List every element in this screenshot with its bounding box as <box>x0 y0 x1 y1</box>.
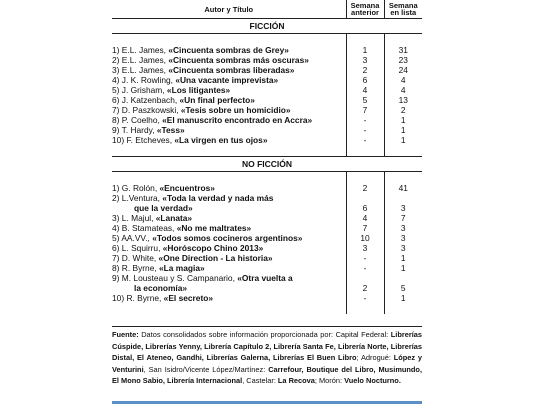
previous-week-rank: 2 <box>346 183 384 193</box>
rank-number: 6) <box>112 95 120 105</box>
table-row <box>112 55 422 65</box>
gap-cell <box>384 172 422 184</box>
rank-number: 4) <box>112 223 120 233</box>
book-entry <box>112 105 346 115</box>
previous-week-rank: 6 <box>346 75 384 85</box>
author-name: J. Grisham, <box>121 85 167 95</box>
author-name: L. Squirru, <box>121 243 163 253</box>
book-entry <box>112 75 346 85</box>
book-title: «Otra vuelta a <box>237 273 293 283</box>
rank-number: 5) <box>112 233 120 243</box>
book-entry <box>112 135 346 145</box>
author-name: P. Coelho, <box>121 115 163 125</box>
bottom-accent-rule <box>112 401 422 404</box>
book-entry <box>112 125 346 135</box>
gap-cell <box>112 34 346 46</box>
weeks-on-list: 13 <box>384 95 422 105</box>
author-name: E.L. James, <box>121 45 169 55</box>
source-footnote <box>112 326 422 387</box>
table-row <box>112 253 422 263</box>
author-name: G. Rolón, <box>121 183 160 193</box>
header-weeks-on-list: Semana en lista <box>384 0 422 19</box>
book-title: «Los litigantes» <box>166 85 231 95</box>
footnote-adrogue-stores: López y Venturini <box>112 353 422 374</box>
rank-number: 5) <box>112 85 120 95</box>
rank-number: 9) <box>112 273 120 283</box>
gap-cell <box>112 172 346 184</box>
previous-week-rank: - <box>346 125 384 135</box>
table-row <box>112 45 422 55</box>
book-title: «El manuscrito encontrado en Accra» <box>162 115 313 125</box>
book-entry <box>112 193 346 213</box>
weeks-on-list: 3 <box>384 223 422 233</box>
table-row <box>112 115 422 125</box>
gap-cell <box>384 34 422 46</box>
previous-week-rank: - <box>346 135 384 145</box>
rank-number: 10) <box>112 135 125 145</box>
author-name: F. Etcheves, <box>126 135 175 145</box>
author-name: AA.VV., <box>121 233 153 243</box>
book-entry <box>112 65 346 75</box>
weeks-on-list: 23 <box>384 55 422 65</box>
footnote-text-1: Datos consolidados sobre información proporcionada por: Capital Federal: <box>138 330 391 339</box>
weeks-on-list: 1 <box>384 263 422 273</box>
author-name: M. Lousteau y S. Campanario, <box>121 273 238 283</box>
book-title: «Cincuenta sombras de Grey» <box>168 45 289 55</box>
rank-number: 1) <box>112 45 120 55</box>
footnote-text-3: , San Isidro/Vicente López/Martínez: <box>143 364 269 374</box>
previous-week-rank: 2 <box>346 65 384 75</box>
weeks-on-list: 2 <box>384 105 422 115</box>
header-previous-week: Semana anterior <box>346 0 384 19</box>
book-entry <box>112 55 346 65</box>
weeks-on-list: 31 <box>384 45 422 55</box>
table-row <box>112 263 422 273</box>
book-title: «Toda la verdad y nada más <box>162 193 274 203</box>
author-name: L. Majul, <box>121 213 156 223</box>
section-gap-row <box>112 303 422 314</box>
book-title: «Cincuenta sombras más oscuras» <box>168 55 309 65</box>
section-gap-row <box>112 145 422 157</box>
table-row <box>112 75 422 85</box>
previous-week-rank: 7 <box>346 105 384 115</box>
rank-number: 4) <box>112 75 120 85</box>
gap-cell <box>112 303 346 314</box>
table-body <box>112 19 422 315</box>
book-entry <box>112 95 346 105</box>
section-title: FICCIÓN <box>112 19 422 34</box>
rank-number: 8) <box>112 263 120 273</box>
book-entry <box>112 293 346 303</box>
bestseller-table <box>112 0 422 314</box>
table-row <box>112 105 422 115</box>
author-name: D. White, <box>121 253 159 263</box>
previous-week-rank: 2 <box>346 273 384 293</box>
rank-number: 3) <box>112 65 120 75</box>
rank-number: 2) <box>112 193 120 203</box>
author-name: J. Katzenbach, <box>121 95 180 105</box>
book-entry <box>112 115 346 125</box>
previous-week-rank: - <box>346 263 384 273</box>
gap-cell <box>346 303 384 314</box>
table-row <box>112 85 422 95</box>
author-name: R. Byrne, <box>121 263 160 273</box>
weeks-on-list: 1 <box>384 115 422 125</box>
rank-number: 8) <box>112 115 120 125</box>
table-row <box>112 273 422 293</box>
footnote-north-stores: Carrefour, Boutique del Libro, Musimundo, El Mono Sabio, Librería Internacional <box>112 364 422 386</box>
rank-number: 7) <box>112 253 120 263</box>
gap-cell <box>384 145 422 157</box>
rank-number: 1) <box>112 183 120 193</box>
book-entry <box>112 85 346 95</box>
footnote-moron-stores: Vuelo Nocturno. <box>344 376 401 386</box>
footnote-castelar-stores: La Recova <box>277 376 315 386</box>
previous-week-rank: - <box>346 293 384 303</box>
footnote-text-2: ; Adrogué: <box>356 353 394 363</box>
previous-week-rank: 10 <box>346 233 384 243</box>
previous-week-rank: 3 <box>346 243 384 253</box>
gap-cell <box>346 145 384 157</box>
previous-week-rank: 4 <box>346 85 384 95</box>
weeks-on-list: 7 <box>384 213 422 223</box>
weeks-on-list: 1 <box>384 125 422 135</box>
table-row <box>112 213 422 223</box>
book-entry <box>112 45 346 55</box>
book-title: «One Direction - La historia» <box>158 253 273 263</box>
book-title: «La magia» <box>159 263 205 273</box>
rank-number: 7) <box>112 105 120 115</box>
weeks-on-list: 5 <box>384 273 422 293</box>
author-name: B. Stamateas, <box>121 223 177 233</box>
book-entry <box>112 213 346 223</box>
footnote-text-4: , Castelar: <box>242 376 278 386</box>
weeks-on-list: 3 <box>384 233 422 243</box>
book-title: «El secreto» <box>163 293 214 303</box>
gap-cell <box>346 34 384 46</box>
section-title: NO FICCIÓN <box>112 157 422 172</box>
table-row <box>112 293 422 303</box>
author-name: L.Ventura, <box>121 193 163 203</box>
book-entry <box>112 263 346 273</box>
book-entry <box>112 183 346 193</box>
footnote-capital-stores: Librerías Cúspide, Librerías Yenny, Librería Capítulo 2, Librería Santa Fe, Librería Norte, Librerías Distal, El Ateneo, Gandhi, Librerías Galerna, Librerías El Buen Libro <box>112 330 422 363</box>
weeks-on-list: 3 <box>384 193 422 213</box>
gap-cell <box>112 145 346 157</box>
weeks-on-list: 41 <box>384 183 422 193</box>
book-title: «Todos somos cocineros argentinos» <box>152 233 303 243</box>
header-author-title: Autor y Título <box>112 0 346 19</box>
table-row <box>112 95 422 105</box>
table-row <box>112 243 422 253</box>
previous-week-rank: 3 <box>346 55 384 65</box>
book-title: «Lanata» <box>155 213 193 223</box>
gap-cell <box>384 303 422 314</box>
table-row <box>112 125 422 135</box>
table-row <box>112 233 422 243</box>
previous-week-rank: 1 <box>346 45 384 55</box>
book-entry <box>112 223 346 233</box>
book-entry <box>112 243 346 253</box>
footnote-label: Fuente: <box>112 330 139 339</box>
book-title: «Tess» <box>156 125 185 135</box>
previous-week-rank: 5 <box>346 95 384 105</box>
table-row <box>112 223 422 233</box>
table-header-row <box>112 0 422 19</box>
weeks-on-list: 3 <box>384 243 422 253</box>
book-entry <box>112 273 346 293</box>
weeks-on-list: 24 <box>384 65 422 75</box>
weeks-on-list: 1 <box>384 253 422 263</box>
book-entry <box>112 253 346 263</box>
book-title-continued: que la verdad» <box>134 203 193 213</box>
previous-week-rank: 7 <box>346 223 384 233</box>
book-title: «Tesis sobre un homicidio» <box>180 105 291 115</box>
author-name: D. Paszkowski, <box>121 105 181 115</box>
book-title-continued: la economía» <box>134 283 188 293</box>
book-title: «La virgen en tus ojos» <box>174 135 268 145</box>
table-row <box>112 183 422 193</box>
table-row <box>112 193 422 213</box>
section-gap-row <box>112 34 422 46</box>
book-title: «Cincuenta sombras liberadas» <box>168 65 295 75</box>
author-name: T. Hardy, <box>121 125 157 135</box>
previous-week-rank: 6 <box>346 193 384 213</box>
section-header-row <box>112 19 422 34</box>
book-title: «No me maltrates» <box>176 223 252 233</box>
author-name: E.L. James, <box>121 65 169 75</box>
previous-week-rank: - <box>346 115 384 125</box>
weeks-on-list: 4 <box>384 75 422 85</box>
rank-number: 2) <box>112 55 120 65</box>
rank-number: 3) <box>112 213 120 223</box>
section-gap-row <box>112 172 422 184</box>
table-row <box>112 135 422 145</box>
book-title: «Encuentros» <box>159 183 215 193</box>
gap-cell <box>346 172 384 184</box>
weeks-on-list: 4 <box>384 85 422 95</box>
book-title: «Un final perfecto» <box>179 95 255 105</box>
table-row <box>112 65 422 75</box>
rank-number: 6) <box>112 243 120 253</box>
author-name: R. Byrne, <box>126 293 164 303</box>
weeks-on-list: 1 <box>384 135 422 145</box>
book-entry <box>112 233 346 243</box>
weeks-on-list: 1 <box>384 293 422 303</box>
book-title: «Horóscopo Chino 2013» <box>162 243 264 253</box>
rank-number: 10) <box>112 293 125 303</box>
previous-week-rank: - <box>346 253 384 263</box>
author-name: J. K. Rowling, <box>121 75 176 85</box>
previous-week-rank: 4 <box>346 213 384 223</box>
rank-number: 9) <box>112 125 120 135</box>
book-title: «Una vacante imprevista» <box>175 75 279 85</box>
author-name: E.L. James, <box>121 55 169 65</box>
footnote-text-5: ; Morón: <box>314 376 345 386</box>
section-header-row <box>112 157 422 172</box>
